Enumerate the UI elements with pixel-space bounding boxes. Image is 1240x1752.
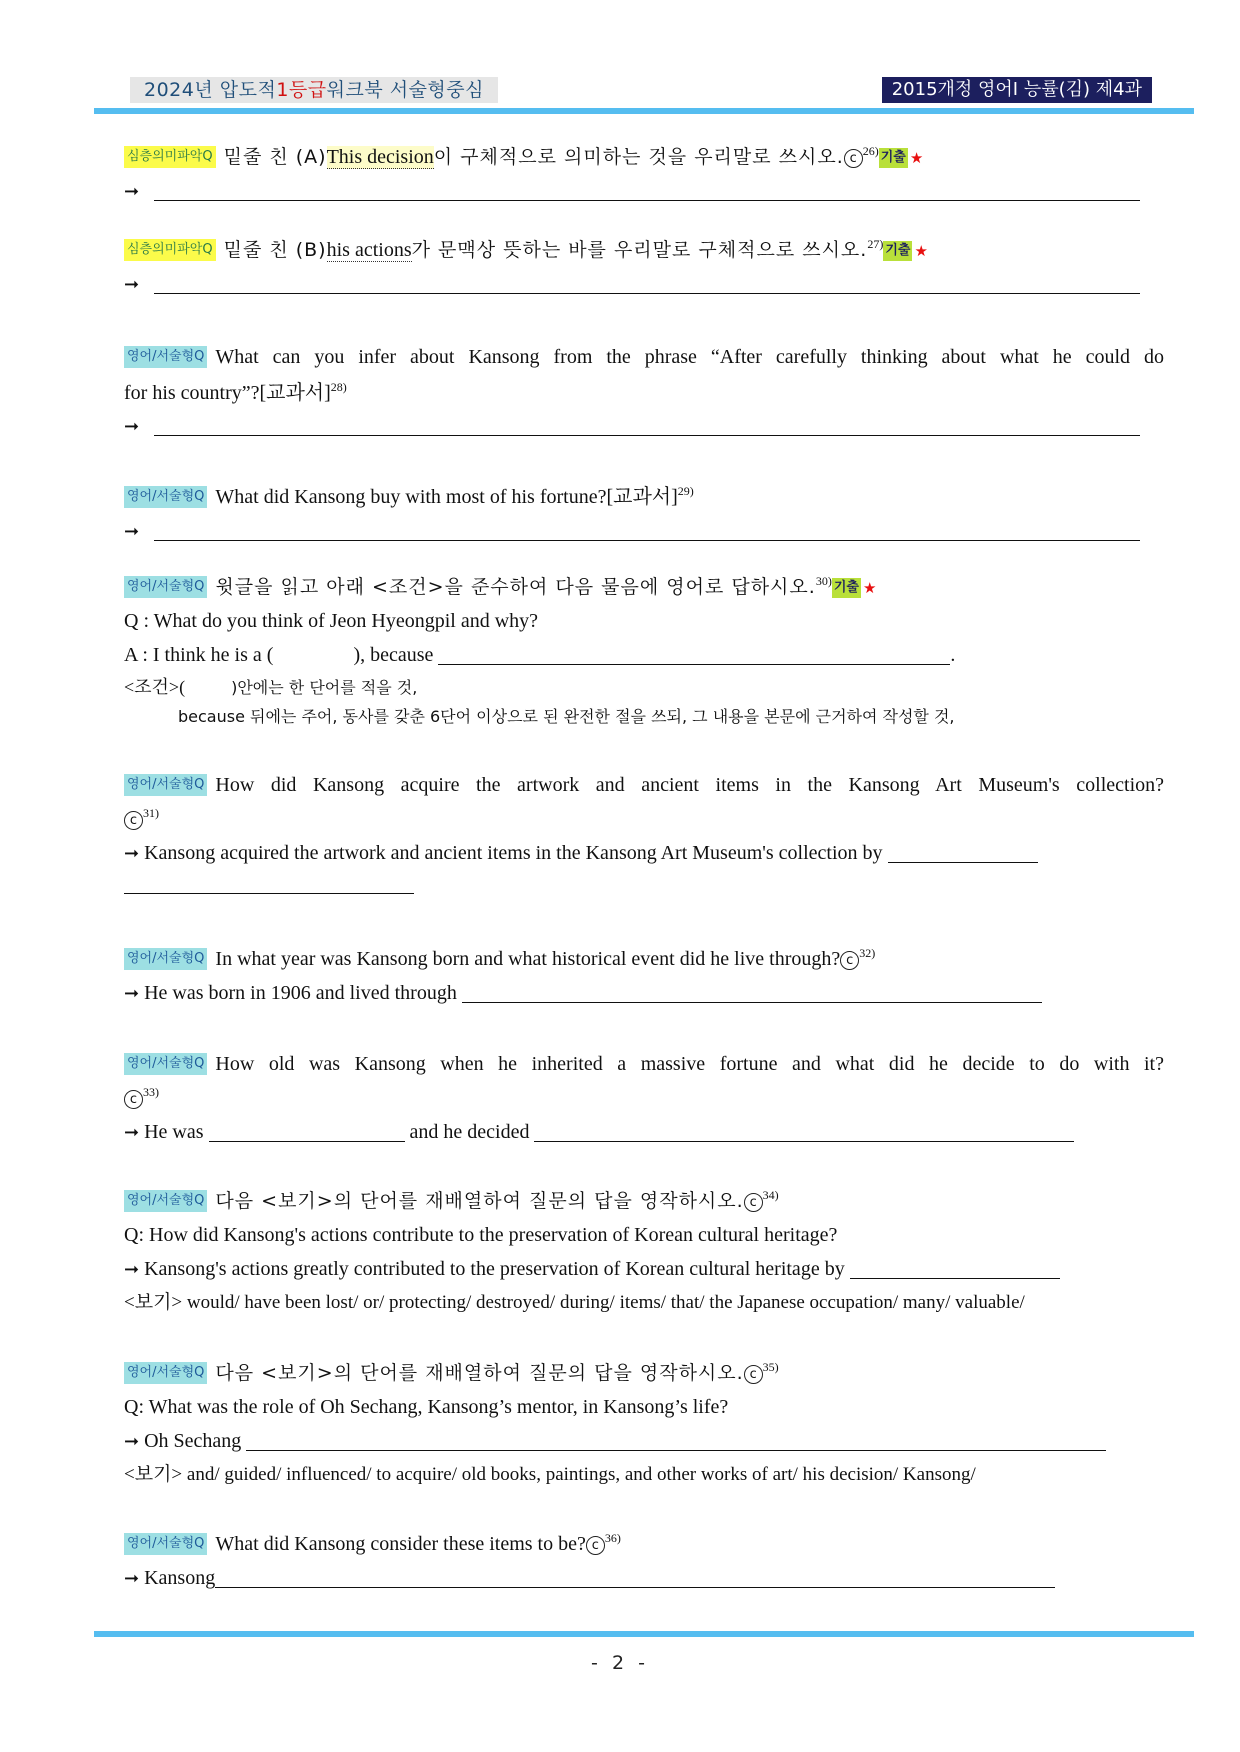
answer-row bbox=[124, 1427, 1106, 1456]
question-tag: 영어/서술형Q bbox=[124, 948, 207, 970]
footer-rule bbox=[94, 1631, 1194, 1637]
answer-row bbox=[124, 839, 1038, 868]
copyright-icon: c bbox=[844, 149, 863, 168]
question-31-ref bbox=[124, 805, 159, 833]
question-33-ref bbox=[124, 1084, 159, 1112]
arrow-icon: ➞ bbox=[124, 416, 140, 437]
title-highlight: 1등급 bbox=[276, 79, 327, 101]
question-tag: 영어/서술형Q bbox=[124, 346, 207, 368]
answer-line[interactable] bbox=[154, 435, 1140, 436]
question-text: How old was Kansong when he inherited a massive fortune and what did he decide to do with it? bbox=[215, 1053, 1164, 1075]
answer-blank[interactable] bbox=[215, 1567, 1055, 1588]
question-tag: 영어/서술형Q bbox=[124, 1190, 207, 1212]
question-text: 다음 <보기>의 단어를 재배열하여 질문의 답을 영작하시오. bbox=[215, 1190, 744, 1212]
question-tag: 영어/서술형Q bbox=[124, 486, 207, 508]
answer-row bbox=[124, 412, 139, 441]
answer-stem: Oh Sechang bbox=[144, 1430, 242, 1452]
copyright-icon: c bbox=[124, 1090, 143, 1109]
title-pre: 2024년 압도적 bbox=[144, 79, 277, 101]
answer-stem: Kansong acquired the artwork and ancient items in the Kansong Art Museum's collection by bbox=[144, 842, 883, 864]
question-text: 윗글을 읽고 아래 <조건>을 준수하여 다음 물음에 영어로 답하시오. bbox=[215, 576, 816, 598]
copyright-icon: c bbox=[124, 811, 143, 830]
question-tag: 영어/서술형Q bbox=[124, 1533, 207, 1555]
copyright-icon: c bbox=[744, 1193, 763, 1212]
q-line: Q: How did Kansong's actions contribute to the preservation of Korean cultural heritage? bbox=[124, 1224, 838, 1246]
age-blank[interactable] bbox=[209, 1121, 405, 1142]
a-line bbox=[124, 641, 955, 669]
footnote-ref: 28) bbox=[330, 380, 347, 394]
footnote-ref: 31) bbox=[143, 806, 159, 820]
question-text: 밑줄 친 (B) bbox=[223, 239, 327, 261]
copyright-icon: c bbox=[744, 1365, 763, 1384]
question-text: 가 문맥상 뜻하는 바를 우리말로 구체적으로 쓰시오. bbox=[411, 239, 868, 261]
footnote-ref: 26) bbox=[862, 144, 879, 158]
highlighted-phrase: This decision bbox=[326, 146, 434, 168]
bogi-label: <보기> bbox=[124, 1464, 183, 1485]
footnote-ref: 32) bbox=[859, 946, 876, 960]
arrow-icon: ➞ bbox=[124, 843, 140, 864]
answer-stem: He was born in 1906 and lived through bbox=[144, 982, 457, 1004]
arrow-icon: ➞ bbox=[124, 1431, 140, 1452]
answer-blank[interactable] bbox=[246, 1430, 1106, 1451]
question-text: 다음 <보기>의 단어를 재배열하여 질문의 답을 영작하시오. bbox=[215, 1362, 744, 1384]
footnote-ref: 29) bbox=[677, 484, 694, 498]
answer-row bbox=[124, 1564, 1055, 1593]
question-text: How did Kansong acquire the artwork and ancient items in the Kansong Art Museum's collection? bbox=[215, 774, 1164, 796]
answer-row bbox=[124, 270, 139, 299]
answer-row bbox=[124, 517, 139, 546]
answer-line[interactable] bbox=[154, 540, 1140, 541]
condition-1 bbox=[124, 673, 417, 702]
condition-label: <조건>( bbox=[124, 677, 186, 697]
a-mid: ), because bbox=[353, 644, 434, 666]
answer-row bbox=[124, 979, 1042, 1008]
bogi-label: <보기> bbox=[124, 1292, 183, 1313]
question-tag: 영어/서술형Q bbox=[124, 1362, 207, 1384]
question-text: for his country”?[교과서] bbox=[124, 382, 331, 404]
star-icon: ★ bbox=[909, 151, 924, 167]
star-icon: ★ bbox=[914, 244, 928, 260]
bogi-words: and/ guided/ influenced/ to acquire/ old books, paintings, and other works of art/ his decision/ Kansong/ bbox=[186, 1464, 976, 1485]
arrow-icon: ➞ bbox=[124, 1259, 140, 1280]
question-text: In what year was Kansong born and what historical event did he live through? bbox=[215, 948, 841, 970]
answer-row bbox=[124, 177, 139, 206]
gichul-badge: 기출 bbox=[832, 578, 861, 598]
footnote-ref: 27) bbox=[867, 237, 884, 251]
bogi-words: would/ have been lost/ or/ protecting/ destroyed/ during/ items/ that/ the Japanese occupation/ many/ valuable/ bbox=[186, 1292, 1025, 1313]
condition-text: )안에는 한 단어를 적을 것, bbox=[231, 678, 418, 697]
gichul-badge: 기출 bbox=[883, 241, 912, 261]
answer-line[interactable] bbox=[124, 893, 414, 894]
bogi-row bbox=[124, 1289, 1025, 1317]
footnote-ref: 35) bbox=[762, 1360, 779, 1374]
gichul-badge: 기출 bbox=[879, 148, 908, 168]
arrow-icon: ➞ bbox=[124, 181, 140, 202]
copyright-icon: c bbox=[840, 951, 859, 970]
header-rule bbox=[94, 108, 1194, 114]
question-tag: 심층의미파악Q bbox=[124, 146, 216, 168]
answer-row bbox=[124, 1255, 1060, 1284]
lesson-label: 2015개정 영어Ⅰ 능률(김) 제4과 bbox=[882, 77, 1152, 103]
answer-blank[interactable] bbox=[888, 842, 1038, 863]
answer-stem: He was bbox=[144, 1121, 204, 1143]
arrow-icon: ➞ bbox=[124, 983, 140, 1004]
decision-blank[interactable] bbox=[534, 1121, 1074, 1142]
because-blank[interactable] bbox=[438, 644, 950, 665]
q-line: Q : What do you think of Jeon Hyeongpil and why? bbox=[124, 610, 539, 632]
footnote-ref: 33) bbox=[143, 1085, 159, 1099]
question-28 bbox=[124, 343, 1164, 371]
answer-row bbox=[124, 1118, 1074, 1147]
a-end: . bbox=[950, 644, 956, 666]
answer-blank[interactable] bbox=[462, 982, 1042, 1003]
question-text: What did Kansong consider these items to be? bbox=[215, 1533, 586, 1555]
condition-text: because 뒤에는 주어, 동사를 갖춘 6단어 이상으로 된 완전한 절을 쓰되, 그 내용을 본문에 근거하여 작성할 것, bbox=[178, 707, 955, 726]
arrow-icon: ➞ bbox=[124, 1568, 140, 1589]
workbook-title bbox=[130, 77, 498, 103]
question-26 bbox=[124, 143, 923, 173]
question-text: 이 구체적으로 의미하는 것을 우리말로 쓰시오. bbox=[433, 146, 844, 168]
question-33 bbox=[124, 1050, 1164, 1078]
title-post: 워크북 서술형중심 bbox=[326, 79, 484, 101]
question-tag: 영어/서술형Q bbox=[124, 1053, 207, 1075]
question-text: What did Kansong buy with most of his fortune?[교과서] bbox=[215, 486, 678, 508]
footnote-ref: 34) bbox=[762, 1188, 779, 1202]
question-28-cont bbox=[124, 379, 347, 407]
question-text: What can you infer about Kansong from the phrase “After carefully thinking about what he could do bbox=[215, 346, 1164, 368]
page-number: - 2 - bbox=[591, 1652, 649, 1674]
footnote-ref: 36) bbox=[604, 1531, 621, 1545]
question-31 bbox=[124, 771, 1164, 799]
word-blank[interactable] bbox=[273, 645, 353, 665]
arrow-icon: ➞ bbox=[124, 521, 140, 542]
answer-stem: Kansong's actions greatly contributed to the preservation of Korean cultural heritage by bbox=[144, 1258, 845, 1280]
question-30 bbox=[124, 573, 876, 603]
question-27 bbox=[124, 236, 928, 266]
underlined-phrase: his actions bbox=[326, 239, 412, 261]
arrow-icon: ➞ bbox=[124, 274, 140, 295]
a-pre: A : I think he is a ( bbox=[124, 644, 274, 666]
answer-line[interactable] bbox=[154, 293, 1140, 294]
arrow-icon: ➞ bbox=[124, 1122, 140, 1143]
answer-stem: Kansong bbox=[144, 1567, 216, 1589]
question-36 bbox=[124, 1530, 621, 1558]
bogi-row bbox=[124, 1461, 976, 1489]
question-tag: 영어/서술형Q bbox=[124, 576, 207, 598]
answer-line[interactable] bbox=[154, 200, 1140, 201]
question-32 bbox=[124, 945, 875, 973]
footnote-ref: 30) bbox=[815, 574, 832, 588]
q-line: Q: What was the role of Oh Sechang, Kansong’s mentor, in Kansong’s life? bbox=[124, 1396, 729, 1418]
condition-2 bbox=[178, 703, 955, 731]
question-29 bbox=[124, 483, 694, 511]
star-icon: ★ bbox=[862, 581, 877, 597]
answer-blank[interactable] bbox=[850, 1258, 1060, 1279]
answer-stem: and he decided bbox=[409, 1121, 530, 1143]
copyright-icon: c bbox=[586, 1536, 605, 1555]
question-tag: 영어/서술형Q bbox=[124, 774, 207, 796]
question-text: 밑줄 친 (A) bbox=[223, 146, 327, 168]
question-35 bbox=[124, 1359, 779, 1387]
question-34 bbox=[124, 1187, 779, 1215]
question-tag: 심층의미파악Q bbox=[124, 239, 216, 261]
